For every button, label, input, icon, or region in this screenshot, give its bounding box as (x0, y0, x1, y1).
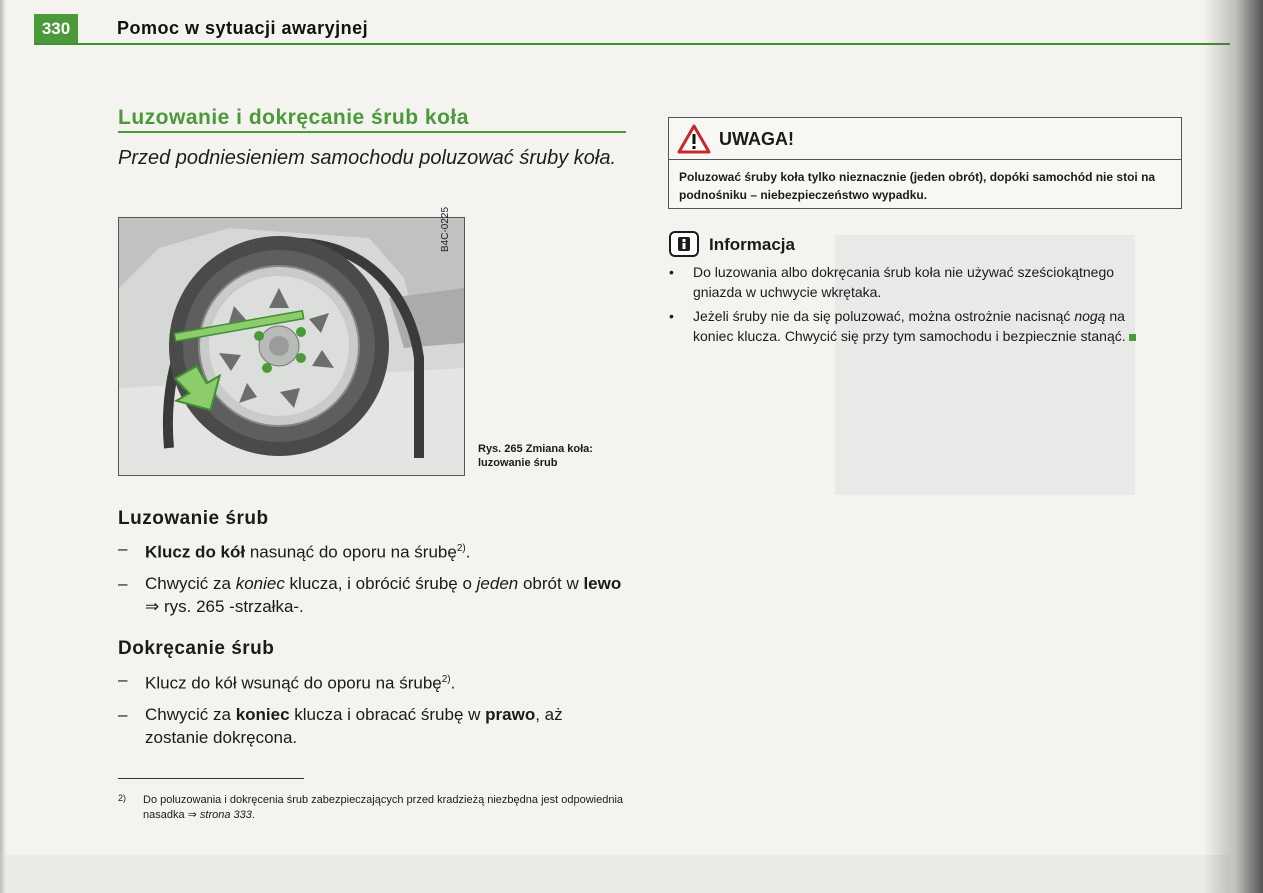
wheel-figure (118, 217, 465, 476)
info-bullet: • (669, 308, 674, 324)
info-item-text: Jeżeli śruby nie da się poluzować, można ostrożnie nacisnąć (693, 308, 1075, 324)
figure-caption (478, 442, 628, 470)
warning-header (669, 118, 1181, 160)
figure-caption-sub: luzowanie śrub (478, 457, 558, 469)
step-dash: – (118, 705, 128, 724)
step-end: . (465, 542, 471, 562)
step-dash: – (118, 670, 128, 689)
step-text: Chwycić za (145, 574, 236, 593)
figure-caption-label: Rys. 265 (478, 443, 523, 455)
step-bold-term: lewo (583, 574, 622, 593)
page-left-edge (0, 0, 6, 893)
step-text: Chwycić za (145, 705, 236, 724)
step-italic: koniec (235, 574, 285, 593)
step-italic: jeden (476, 574, 519, 593)
info-bullet: • (669, 264, 674, 280)
info-icon (669, 231, 699, 257)
step-text: klucza, i obrócić śrubę o (284, 574, 477, 593)
step-end: . (450, 673, 456, 693)
section-end-marker (1129, 334, 1136, 341)
step-text: klucza i obracać śrubę w (289, 705, 486, 724)
footnote-end: . (251, 809, 255, 821)
loosening-heading: Luzowanie śrub (118, 508, 269, 529)
step-bold-term: prawo (485, 705, 536, 724)
binding-shadow (1203, 0, 1263, 893)
warning-box (668, 117, 1182, 209)
figure-code: B4C-0225 (440, 206, 451, 252)
info-item-text: Do luzowania albo dokręcania śrub koła nie używać sześciokątnego gniazda w uchwycie wkrętaka. (693, 264, 1115, 300)
figure-caption-title: Zmiana koła: (525, 443, 593, 455)
step-text: nasunąć do oporu na śrubę (245, 542, 457, 562)
bleed-through-strip (0, 855, 1230, 893)
step-dash: – (118, 539, 128, 558)
tightening-heading: Dokręcanie śrub (118, 638, 275, 659)
page-number: 330 (34, 14, 78, 44)
section-rule (118, 131, 626, 133)
info-item-text: na koniec klucza. Chwycić się przy tym samochodu i bezpiecznie stanąć. (693, 308, 1126, 344)
step-text: obrót w (518, 574, 584, 593)
step-text: ⇒ rys. 265 -strzałka-. (145, 597, 304, 616)
step-bold-term: koniec (235, 705, 290, 724)
warning-title: UWAGA! (719, 129, 794, 149)
info-item-italic: nogą (1074, 308, 1106, 324)
footnote-link[interactable]: strona 333 (199, 809, 252, 821)
chapter-title: Pomoc w sytuacji awaryjnej (117, 18, 369, 38)
warning-separator (669, 159, 1181, 160)
footnote-text: Do poluzowania i dokręcenia śrub zabezpieczających przed kradzieżą niezbędna jest odpowiednia nasadka ⇒ (143, 794, 624, 821)
step-text: Klucz do kół wsunąć do oporu na śrubę (145, 673, 442, 693)
footnote-ref: 2) (456, 543, 466, 554)
footnote-rule (118, 778, 304, 779)
section-intro: Przed podniesieniem samochodu poluzować śruby koła. (118, 147, 617, 169)
step-dash: – (118, 574, 128, 593)
section-title: Luzowanie i dokręcanie śrub koła (118, 106, 469, 129)
info-title: Informacja (709, 235, 795, 254)
step-bold-term: Klucz do kół (145, 542, 246, 562)
footnote-mark: 2) (118, 793, 127, 803)
footnote-ref: 2) (441, 674, 451, 685)
step-text: , aż zostanie dokręcona. (145, 705, 563, 747)
header-rule (34, 43, 1230, 45)
warning-triangle-icon (677, 124, 711, 154)
wheel-illustration (119, 218, 464, 475)
warning-text: Poluzować śruby koła tylko nieznacznie (jeden obrót), dopóki samochód nie stoi na podnośniku – niebezpieczeństwo wypadku. (679, 170, 1156, 202)
